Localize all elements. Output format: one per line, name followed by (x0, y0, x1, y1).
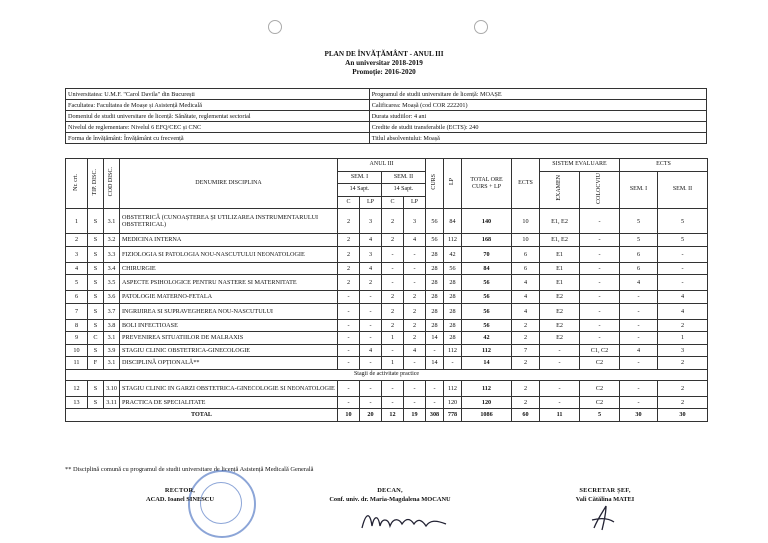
table-cell: - (382, 262, 404, 275)
table-cell: 3.8 (104, 319, 120, 332)
total-label: TOTAL (66, 409, 338, 422)
rector-name: ACAD. Ioanel SINESCU (145, 496, 214, 503)
table-cell: 6 (620, 246, 658, 262)
secretary-name: Vali Cătălina MATEI (575, 496, 635, 503)
discipline-name: CHIRURGIE (120, 262, 338, 275)
secretary-signature-block (540, 486, 670, 504)
secretary-signature-scribble (588, 504, 618, 532)
table-cell: 56 (426, 234, 444, 247)
info-right-cell: Credite de studii transferabile (ECTS): 240 (369, 122, 706, 133)
discipline-name: PREVENIREA SITUATIILOR DE MALRAXIS (120, 332, 338, 345)
table-cell: - (360, 380, 382, 396)
table-cell: - (620, 380, 658, 396)
table-cell: E2 (540, 291, 580, 304)
table-cell: 2 (658, 357, 708, 370)
table-cell: - (382, 396, 404, 409)
col-s1-c: C (338, 196, 360, 209)
table-cell: 3.1 (104, 332, 120, 345)
table-cell: - (426, 380, 444, 396)
table-cell: 14 (426, 357, 444, 370)
table-cell: 112 (444, 380, 462, 396)
table-cell: 2 (338, 275, 360, 291)
table-cell: - (580, 246, 620, 262)
table-cell: 112 (444, 234, 462, 247)
col-colocviu: COLOCVIU (580, 171, 620, 209)
table-cell: - (540, 396, 580, 409)
table-cell: 56 (426, 209, 444, 234)
rector-signature-block (120, 486, 240, 504)
table-row (66, 291, 708, 304)
discipline-name: STAGIU CLINIC OBSTETRICA-GINECOLOGIE (120, 344, 338, 357)
table-cell: 2 (512, 396, 540, 409)
table-cell: 2 (404, 332, 426, 345)
table-cell: 4 (658, 291, 708, 304)
table-cell: 11 (66, 357, 88, 370)
table-cell: 2 (404, 303, 426, 319)
table-cell: 6 (512, 246, 540, 262)
table-row (66, 319, 708, 332)
table-cell: 4 (620, 344, 658, 357)
table-cell: E1 (540, 246, 580, 262)
table-cell: S (88, 344, 104, 357)
col-s2-lp: LP (404, 196, 426, 209)
table-cell: 120 (444, 396, 462, 409)
table-cell: 3.9 (104, 344, 120, 357)
table-cell: E2 (540, 303, 580, 319)
table-cell: 3 (360, 246, 382, 262)
table-cell: 12 (66, 380, 88, 396)
rector-role: RECTOR, (164, 487, 196, 494)
table-cell: 3 (360, 209, 382, 234)
info-row (66, 111, 707, 122)
table-cell: S (88, 396, 104, 409)
table-cell: 8 (66, 319, 88, 332)
table-row (66, 357, 708, 370)
table-cell: 5 (620, 234, 658, 247)
table-cell: - (382, 380, 404, 396)
table-cell: - (360, 291, 382, 304)
table-cell: 3.11 (104, 396, 120, 409)
table-cell: - (338, 319, 360, 332)
binder-hole-right (474, 20, 488, 34)
total-cell: 778 (444, 409, 462, 422)
table-cell: - (580, 291, 620, 304)
info-right-cell: Programul de studii universitare de licență: MOAȘE (369, 89, 706, 100)
table-cell: F (88, 357, 104, 370)
table-cell: - (620, 291, 658, 304)
total-cell: 20 (360, 409, 382, 422)
table-cell: 5 (66, 275, 88, 291)
table-cell: 4 (512, 291, 540, 304)
table-cell: 120 (462, 396, 512, 409)
table-cell: 2 (512, 380, 540, 396)
table-cell: 28 (444, 275, 462, 291)
table-cell: 3.7 (104, 303, 120, 319)
table-cell: 13 (66, 396, 88, 409)
table-cell: - (540, 357, 580, 370)
table-row (66, 234, 708, 247)
table-cell: 5 (620, 209, 658, 234)
table-cell: 168 (462, 234, 512, 247)
table-cell: - (404, 262, 426, 275)
table-cell: S (88, 380, 104, 396)
dean-name: Conf. univ. dr. Maria-Magdalena MOCANU (329, 496, 451, 503)
table-cell: - (338, 291, 360, 304)
table-row (66, 344, 708, 357)
table-cell: 84 (444, 209, 462, 234)
table-cell: 5 (658, 209, 708, 234)
total-cell: 308 (426, 409, 444, 422)
table-row (66, 332, 708, 345)
discipline-name: BOLI INFECTIOASE (120, 319, 338, 332)
table-cell: - (540, 344, 580, 357)
table-cell: 140 (462, 209, 512, 234)
table-cell: - (620, 396, 658, 409)
table-cell: 3 (404, 209, 426, 234)
col-total: TOTAL ORE CURS + LP (462, 159, 512, 209)
col-nr: Nr. crt. (66, 159, 88, 209)
col-tip: TIP. DISC. (88, 159, 104, 209)
table-cell: 2 (382, 291, 404, 304)
table-cell: 3.6 (104, 291, 120, 304)
col-sem2: SEM. II (382, 171, 426, 184)
col-lp: LP (444, 159, 462, 209)
table-cell: - (382, 246, 404, 262)
table-cell: 3 (66, 246, 88, 262)
table-cell: S (88, 262, 104, 275)
discipline-name: PRACTICA DE SPECIALITATE (120, 396, 338, 409)
table-cell: 1 (382, 357, 404, 370)
table-cell: - (404, 380, 426, 396)
discipline-name: FIZIOLOGIA SI PATOLOGIA NOU-NASCUTULUI NEONATOLOGIE (120, 246, 338, 262)
table-cell: 4 (512, 303, 540, 319)
section-label: Stagii de activitate practice (66, 369, 708, 380)
table-cell: - (382, 344, 404, 357)
discipline-name: DISCIPLINĂ OPȚIONALĂ** (120, 357, 338, 370)
table-cell: 56 (462, 319, 512, 332)
table-cell: - (404, 357, 426, 370)
table-cell: - (658, 246, 708, 262)
table-cell: - (338, 344, 360, 357)
table-cell: 10 (512, 209, 540, 234)
info-left-cell: Domeniul de studii universitare de licență: Sănătate, reglementat sectorial (66, 111, 370, 122)
total-cell: 60 (512, 409, 540, 422)
table-cell: - (360, 319, 382, 332)
table-cell: 28 (426, 319, 444, 332)
table-cell: E1 (540, 275, 580, 291)
table-cell: 28 (426, 262, 444, 275)
table-cell: 2 (338, 246, 360, 262)
table-cell: 2 (658, 396, 708, 409)
table-cell: E1, E2 (540, 234, 580, 247)
discipline-name: STAGIU CLINIC IN GARZI OBSTETRICA-GINECOLOGIE SI NEONATOLOGIE (120, 380, 338, 396)
table-cell: 4 (66, 262, 88, 275)
table-cell: 3 (658, 344, 708, 357)
table-cell: 4 (360, 344, 382, 357)
discipline-name: INGRIJIREA SI SUPRAVEGHEREA NOU-NASCUTULUI (120, 303, 338, 319)
table-cell: 112 (462, 344, 512, 357)
table-cell: - (338, 332, 360, 345)
document-title: PLAN DE ÎNVĂȚĂMÂNT - ANUL III (324, 50, 444, 58)
table-row (66, 275, 708, 291)
discipline-name: ASPECTE PSIHOLOGICE PENTRU NASTERE SI MATERNITATE (120, 275, 338, 291)
table-cell: 1 (66, 209, 88, 234)
table-cell: 2 (658, 319, 708, 332)
table-cell: 3.3 (104, 246, 120, 262)
total-cell: 1086 (462, 409, 512, 422)
table-cell: 3.10 (104, 380, 120, 396)
table-row (66, 380, 708, 396)
info-row (66, 122, 707, 133)
info-left-cell: Universitatea: U.M.F. "Carol Davila" din București (66, 89, 370, 100)
table-cell: - (360, 332, 382, 345)
table-cell: 3.4 (104, 262, 120, 275)
table-cell: - (426, 396, 444, 409)
table-cell: 28 (426, 246, 444, 262)
table-cell: 3.1 (104, 209, 120, 234)
table-cell: 28 (444, 291, 462, 304)
table-cell: - (404, 396, 426, 409)
table-cell: - (382, 275, 404, 291)
table-cell: 1 (382, 332, 404, 345)
table-cell: - (658, 262, 708, 275)
table-cell: 2 (360, 275, 382, 291)
table-cell: 4 (620, 275, 658, 291)
table-cell: S (88, 275, 104, 291)
table-row (66, 396, 708, 409)
col-sem1: SEM. I (338, 171, 382, 184)
table-cell: - (580, 262, 620, 275)
table-cell: - (580, 332, 620, 345)
table-cell: 56 (462, 291, 512, 304)
total-row (66, 409, 708, 422)
table-cell: - (404, 275, 426, 291)
table-cell: 56 (462, 275, 512, 291)
table-cell: 2 (338, 209, 360, 234)
table-cell: 5 (658, 234, 708, 247)
table-cell: - (338, 396, 360, 409)
table-cell: 6 (66, 291, 88, 304)
table-cell: 2 (512, 319, 540, 332)
table-cell: 2 (338, 234, 360, 247)
table-cell: 3.1 (104, 357, 120, 370)
table-cell: 14 (462, 357, 512, 370)
table-cell: 2 (382, 209, 404, 234)
table-cell: 70 (462, 246, 512, 262)
table-cell: - (338, 380, 360, 396)
footnote: ** Disciplină comună cu programul de studii universitare de licență Asistență Medicală Generală (65, 466, 314, 473)
info-row (66, 89, 707, 100)
table-cell: 10 (66, 344, 88, 357)
table-cell: - (580, 209, 620, 234)
table-cell: - (620, 303, 658, 319)
table-cell: 28 (444, 319, 462, 332)
table-cell: S (88, 246, 104, 262)
col-name: DENUMIRE DISCIPLINA (120, 159, 338, 209)
table-cell: - (444, 357, 462, 370)
col-curs: CURS (426, 159, 444, 209)
table-cell: 56 (444, 262, 462, 275)
total-cell: 19 (404, 409, 426, 422)
table-cell: - (580, 234, 620, 247)
table-cell: E1, E2 (540, 209, 580, 234)
table-cell: 7 (512, 344, 540, 357)
cohort: Promoție: 2016-2020 (352, 68, 416, 76)
table-cell: 112 (444, 344, 462, 357)
info-row (66, 100, 707, 111)
table-cell: - (580, 303, 620, 319)
col-ects-group: ECTS (620, 159, 708, 172)
academic-year: An universitar 2018-2019 (345, 59, 423, 67)
table-cell: 2 (404, 319, 426, 332)
table-cell: 6 (620, 262, 658, 275)
table-cell: 4 (404, 234, 426, 247)
table-cell: 14 (426, 332, 444, 345)
table-cell: E2 (540, 332, 580, 345)
col-ects: ECTS (512, 159, 540, 209)
table-cell: C1, C2 (580, 344, 620, 357)
table-cell: 9 (66, 332, 88, 345)
dean-signature-block (310, 486, 470, 504)
table-cell: 2 (404, 291, 426, 304)
table-cell: - (540, 380, 580, 396)
table-cell: 28 (426, 275, 444, 291)
curriculum-table (65, 158, 708, 422)
table-cell: C2 (580, 380, 620, 396)
table-cell: 6 (512, 262, 540, 275)
table-cell: 28 (444, 332, 462, 345)
info-right-cell: Calificarea: Moașă (cod COR 222201) (369, 100, 706, 111)
table-cell: - (338, 357, 360, 370)
table-cell: 42 (462, 332, 512, 345)
col-s1-lp: LP (360, 196, 382, 209)
table-cell: 4 (360, 234, 382, 247)
table-cell: 7 (66, 303, 88, 319)
total-cell: 30 (620, 409, 658, 422)
discipline-name: OBSTETRICĂ (CUNOAȘTEREA ȘI UTILIZAREA INSTRUMENTARULUI OBSTETRICAL) (120, 209, 338, 234)
table-cell: - (658, 275, 708, 291)
table-row (66, 209, 708, 234)
table-cell: S (88, 303, 104, 319)
total-cell: 30 (658, 409, 708, 422)
document-header (0, 50, 768, 77)
table-cell: 2 (382, 234, 404, 247)
table-cell: 112 (462, 380, 512, 396)
table-cell: E1 (540, 262, 580, 275)
col-examen: EXAMEN (540, 171, 580, 209)
table-cell: - (580, 275, 620, 291)
binder-hole-left (268, 20, 282, 34)
col-cod: COD DISC. (104, 159, 120, 209)
discipline-name: MEDICINA INTERNA (120, 234, 338, 247)
dean-signature-scribble (360, 508, 450, 532)
table-cell: 4 (512, 275, 540, 291)
col-ects-sem1: SEM. I (620, 171, 658, 209)
table-cell: C2 (580, 396, 620, 409)
table-cell: 10 (512, 234, 540, 247)
table-row (66, 262, 708, 275)
table-cell: - (580, 319, 620, 332)
info-row (66, 133, 707, 144)
col-year: ANUL III (338, 159, 426, 172)
total-cell: 12 (382, 409, 404, 422)
table-cell: 56 (462, 303, 512, 319)
total-cell: 10 (338, 409, 360, 422)
col-eval: SISTEM EVALUARE (540, 159, 620, 172)
info-left-cell: Nivelul de reglementare: Nivelul 6 EFQ/CEC și CNC (66, 122, 370, 133)
table-cell: 1 (658, 332, 708, 345)
table-cell: 84 (462, 262, 512, 275)
table-cell: S (88, 319, 104, 332)
table-cell: 4 (404, 344, 426, 357)
table-cell: 28 (426, 303, 444, 319)
info-left-cell: Facultatea: Facultatea de Moașe și Asistență Medicală (66, 100, 370, 111)
table-cell: - (620, 357, 658, 370)
total-cell: 5 (580, 409, 620, 422)
table-cell: 42 (444, 246, 462, 262)
secretary-role: SECRETAR ȘEF, (579, 487, 631, 494)
dean-role: DECAN, (377, 487, 403, 494)
table-cell: 2 (338, 262, 360, 275)
table-cell: 28 (426, 291, 444, 304)
discipline-name: PATOLOGIE MATERNO-FETALA (120, 291, 338, 304)
table-cell: 3.5 (104, 275, 120, 291)
official-stamp (188, 470, 256, 538)
program-info-table (65, 88, 707, 144)
table-cell: 2 (658, 380, 708, 396)
table-cell: - (360, 357, 382, 370)
table-cell: 2 (512, 332, 540, 345)
table-cell: 2 (382, 319, 404, 332)
table-cell: 3.2 (104, 234, 120, 247)
table-cell: 2 (382, 303, 404, 319)
total-cell: 11 (540, 409, 580, 422)
table-cell: - (338, 303, 360, 319)
table-cell: - (426, 344, 444, 357)
table-cell: - (620, 319, 658, 332)
table-cell: 4 (360, 262, 382, 275)
table-cell: - (360, 396, 382, 409)
table-row (66, 303, 708, 319)
table-cell: C2 (580, 357, 620, 370)
table-row (66, 246, 708, 262)
table-cell: 4 (658, 303, 708, 319)
table-cell: - (360, 303, 382, 319)
col-s2-c: C (382, 196, 404, 209)
table-cell: 2 (512, 357, 540, 370)
info-right-cell: Titlul absolventului: Moașă (369, 133, 706, 144)
info-right-cell: Durata studiilor: 4 ani (369, 111, 706, 122)
info-left-cell: Forma de învățământ: Învățământ cu frecvență (66, 133, 370, 144)
col-ects-sem2: SEM. II (658, 171, 708, 209)
table-cell: - (620, 332, 658, 345)
col-weeks1: 14 Sapt. (338, 184, 382, 197)
table-cell: S (88, 209, 104, 234)
table-cell: S (88, 291, 104, 304)
col-weeks2: 14 Sapt. (382, 184, 426, 197)
table-cell: C (88, 332, 104, 345)
table-cell: - (404, 246, 426, 262)
table-cell: 28 (444, 303, 462, 319)
table-cell: S (88, 234, 104, 247)
table-cell: 2 (66, 234, 88, 247)
table-cell: E2 (540, 319, 580, 332)
